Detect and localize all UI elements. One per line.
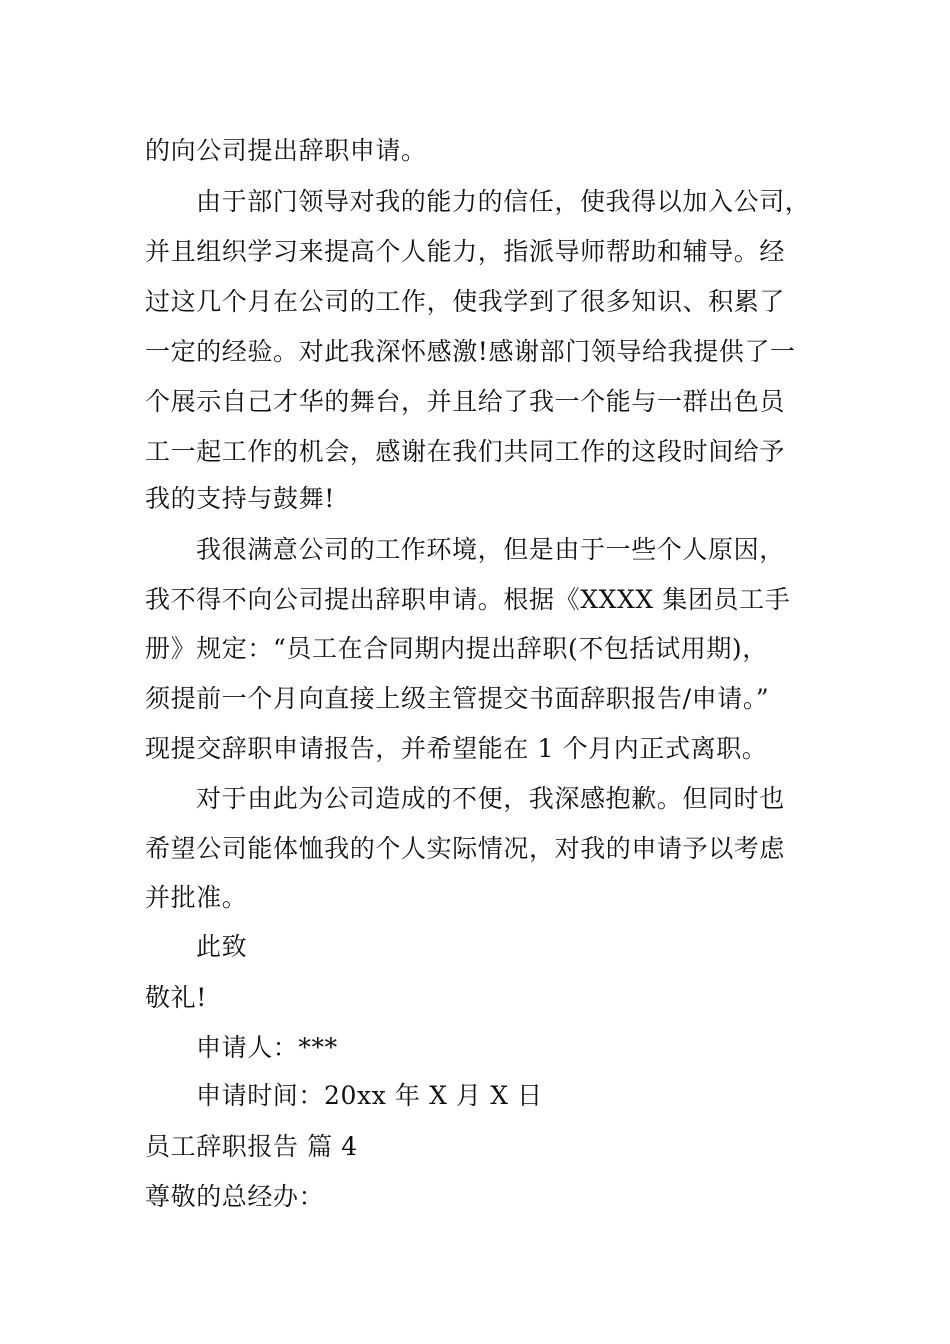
text-line: 我的支持与鼓舞! — [145, 484, 335, 513]
text-line: 希望公司能体恤我的个人实际情况，对我的申请予以考虑 — [145, 834, 786, 863]
text-line: 并且组织学习来提高个人能力，指派导师帮助和辅导。经 — [145, 237, 786, 266]
applicant-line: 申请人：*** — [196, 1033, 338, 1062]
text-line: 并批准。 — [145, 883, 248, 912]
text-line: 须提前一个月向直接上级主管提交书面辞职报告/申请。” — [145, 684, 770, 713]
paragraph-start-line: 我很满意公司的工作环境，但是由于一些个人原因， — [196, 535, 785, 564]
closing-regards: 敬礼! — [145, 983, 207, 1012]
section-heading: 员工辞职报告 篇 4 — [145, 1132, 358, 1161]
closing-salutation: 此致 — [196, 932, 248, 961]
text-line: 现提交辞职申请报告，并希望能在 1 个月内正式离职。 — [145, 734, 768, 763]
text-line: 工一起工作的机会，感谢在我们共同工作的这段时间给予 — [145, 437, 786, 466]
application-date-line: 申请时间：20xx 年 X 月 X 日 — [196, 1081, 543, 1110]
text-line: 过这几个月在公司的工作，使我学到了很多知识、积累了 — [145, 287, 786, 316]
text-line: 一定的经验。对此我深怀感激!感谢部门领导给我提供了一 — [145, 337, 796, 366]
text-line: 个展示自己才华的舞台，并且给了我一个能与一群出色员 — [145, 387, 786, 416]
letter-greeting: 尊敬的总经办： — [145, 1182, 325, 1211]
paragraph-start-line: 对于由此为公司造成的不便，我深感抱歉。但同时也 — [196, 784, 785, 813]
text-line: 我不得不向公司提出辞职申请。根据《XXXX 集团员工手 — [145, 585, 791, 614]
text-line: 的向公司提出辞职申请。 — [145, 136, 427, 165]
paragraph-start-line: 由于部门领导对我的能力的信任，使我得以加入公司， — [196, 187, 811, 216]
text-line: 册》规定：“员工在合同期内提出辞职(不包括试用期)， — [145, 634, 768, 663]
